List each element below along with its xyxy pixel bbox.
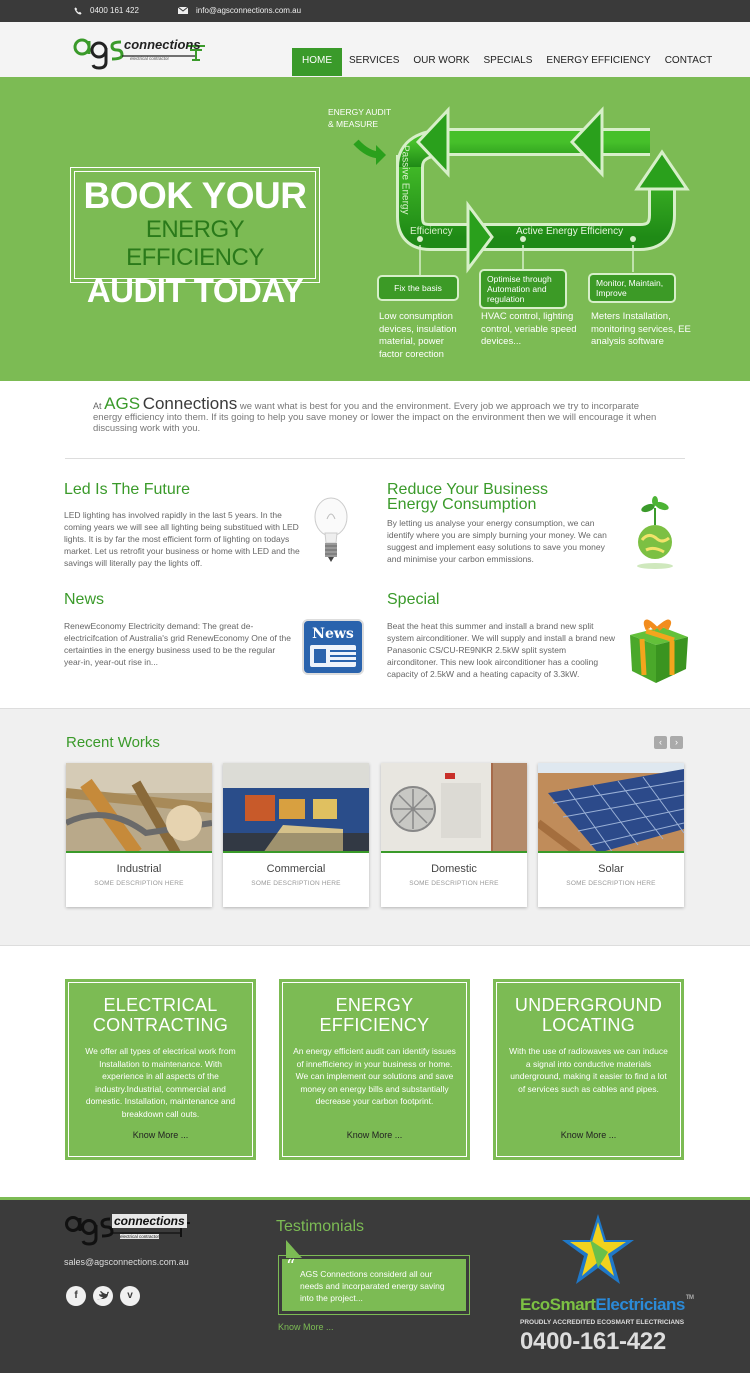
phone-icon [74,7,82,15]
work-desc: SOME DESCRIPTION HERE [409,880,499,887]
main-nav [292,48,719,76]
work-desc: SOME DESCRIPTION HERE [94,880,184,887]
service-body: With the use of radiowaves we can induce a signal into conductive materials underground, making it easier to find a lot of services such as cables and pipes. [509,1046,668,1094]
service-underground-locating[interactable] [493,979,684,1160]
twitter-icon[interactable] [93,1286,113,1306]
logo[interactable] [72,34,212,70]
feature-special-body: Beat the heat this summer and install a brand new split system airconditioner. We will supply and install a brand new Panasonic CS/CU-RE9NKR 2.5kW split system airconditoner. This new look airconditioner has a cooling capacity of 2.5kW and a heating capacity of 3.3kW. [387,621,616,679]
book-audit-banner[interactable] [70,167,320,309]
intro-text [93,394,663,434]
feature-news-title[interactable]: News [64,591,105,608]
hero-banner [0,77,750,381]
audit-label-2: & MEASURE [328,119,379,129]
know-more-link[interactable]: Know More ... [560,1130,617,1140]
logo-connections: connections [124,37,201,52]
service-title-1: UNDERGROUND [514,995,663,1015]
feature-reduce-title[interactable]: Reduce Your Business Energy Consumption [387,481,548,513]
feature-led-body: LED lighting has involved rapidly in the last 5 years. In the coming years we will see all lighting being substitued with LED lights. It is by far the most efficient form of lighting on todays market. Let us retrofit your business or home with LED and the savings will literally pay the lights off. [64,510,300,568]
audit-label-1: ENERGY AUDIT [328,107,392,117]
lightbulb-icon [312,497,350,571]
industrial-image [66,763,212,853]
email-text: info@agsconnections.com.au [196,6,302,15]
service-electrical-contracting[interactable] [65,979,256,1160]
intro-body: we want what is best for you and the environment. Every job we approach we try to incorparate energy efficiency into them. If its going to help you save money or lower the impact on the environment then we will encourage it when discussing work with you. [93,401,657,434]
news-icon-label: News [312,626,354,642]
divider [65,458,685,459]
nav-contact[interactable]: CONTACT [664,55,713,66]
nav-our-work[interactable]: OUR WORK [413,55,470,66]
commercial-image [223,763,369,853]
footer-logo-tagline: electrical contractor [120,1234,160,1239]
feature-led-title[interactable]: Led Is The Future [64,481,190,498]
service-title-2: EFFICIENCY [319,1015,430,1035]
ecosmart-tm: TM [685,1295,694,1301]
step-optimise: Optimise through Automation and regulation [479,269,567,309]
intro-at: At [93,401,102,411]
recent-works-section [0,708,750,946]
active-energy-label: Active Energy Efficiency [516,226,624,237]
work-card-solar[interactable] [538,763,684,907]
step-fix-basis-desc: Low consumption devices, insulation material, power factor corection [379,311,457,360]
service-title-1: ENERGY [335,995,414,1015]
service-title-2: CONTRACTING [92,1015,229,1035]
hero-line-3: AUDIT TODAY [86,272,304,309]
nav-specials[interactable]: SPECIALS [483,55,533,66]
know-more-link[interactable]: Know More ... [132,1130,189,1140]
work-name: Industrial [116,863,162,875]
hero-line-1: BOOK YOUR [83,175,307,216]
intro-connections: Connections [142,394,238,413]
logo-tagline: electrical contractor [130,56,170,61]
work-name: Solar [598,863,624,875]
step-optimise-desc: HVAC control, lighting control, veriable speed devices... [481,311,577,347]
feature-special-title[interactable]: Special [387,591,440,608]
footer-logo-connections: connections [114,1214,185,1228]
service-body: An energy efficient audit can identify issues of innefficiency in your business or home. We can implement our solutions and save money on energy bills and substantially decrease your carbon footprint. [293,1046,456,1106]
ecosmart-electricians: Electricians [595,1295,685,1314]
top-bar [0,0,750,22]
work-card-commercial[interactable] [223,763,369,907]
service-energy-efficiency[interactable] [279,979,470,1160]
work-desc: SOME DESCRIPTION HERE [566,880,656,887]
know-more-link[interactable]: Know More ... [346,1130,403,1140]
recent-works-title: Recent Works [66,734,160,751]
step-monitor-desc: Meters Installation, monitoring services, EE analysis software [591,311,691,347]
efficiency-label: Efficiency [410,226,453,237]
nav-energy-efficiency[interactable]: ENERGY EFFICIENCY [546,55,651,66]
hero-line-2: ENERGY EFFICIENCY [126,216,264,271]
feature-news-body: RenewEconomy Electricity demand: The great de-electricifcation of Australia's grid RenewEconomy One of the certainties in the energy business used to be the regular year-in, year-out rise in... [64,621,291,667]
header [0,22,750,77]
ecosmart-accredited: PROUDLY ACCREDITED ECOSMART ELECTRICIANS [520,1319,685,1326]
service-title-2: LOCATING [541,1015,636,1035]
vimeo-icon[interactable]: v [120,1286,140,1306]
passive-energy-label: Passive Energy [399,145,411,215]
intro-ags: AGS [104,394,141,413]
step-monitor: Monitor, Maintain, Improve [588,273,676,303]
testimonial-card [278,1255,470,1315]
domestic-image [381,763,527,853]
testimonial-know-more[interactable]: Know More ... [278,1322,334,1332]
work-name: Commercial [266,863,326,875]
email-contact[interactable] [178,6,301,15]
ecosmart-eco: EcoSmart [520,1295,596,1314]
footer [0,1197,750,1373]
quote-icon: “ [286,1256,296,1277]
carousel-next-button[interactable]: › [670,736,683,749]
service-title-1: ELECTRICAL [103,995,218,1015]
feature-reduce-body: By letting us analyse your energy consumption, we can identify where you are simply burning your money. We can suggest and implement easy solutions to save you money and minimise your carbon emmissions. [387,518,607,564]
testimonial-text: AGS Connections considerd all our needs and incorparated energy saving into the project... [300,1269,445,1303]
news-icon [302,619,364,675]
ecosmart-wordmark [520,1295,694,1315]
envelope-icon [178,7,188,14]
nav-services[interactable]: SERVICES [349,55,400,66]
phone-text: 0400 161 422 [90,6,139,15]
solar-image [538,763,684,853]
footer-phone[interactable]: 0400-161-422 [520,1328,666,1355]
step-fix-basis: Fix the basis [377,275,459,301]
work-card-industrial[interactable] [66,763,212,907]
phone-contact[interactable] [74,6,139,15]
energy-cycle-diagram [340,97,710,297]
audit-label [328,106,391,130]
work-name: Domestic [431,863,477,875]
carousel-prev-button[interactable]: ‹ [654,736,667,749]
work-desc: SOME DESCRIPTION HERE [251,880,341,887]
footer-logo[interactable] [64,1212,194,1248]
service-body: We offer all types of electrical work from Installation to maintenance. With experience in all aspects of the industry.Industrial, commercial and domestic. Installation, maintenance and breakdown call outs. [85,1046,236,1119]
footer-email[interactable]: sales@agsconnections.com.au [64,1257,189,1267]
facebook-icon[interactable]: f [66,1286,86,1306]
nav-home[interactable]: HOME [292,48,342,76]
work-card-domestic[interactable] [381,763,527,907]
ecosmart-star-icon [560,1212,636,1288]
gift-box-icon [622,613,692,685]
green-globe-icon [632,496,678,572]
testimonials-title: Testimonials [276,1218,365,1235]
